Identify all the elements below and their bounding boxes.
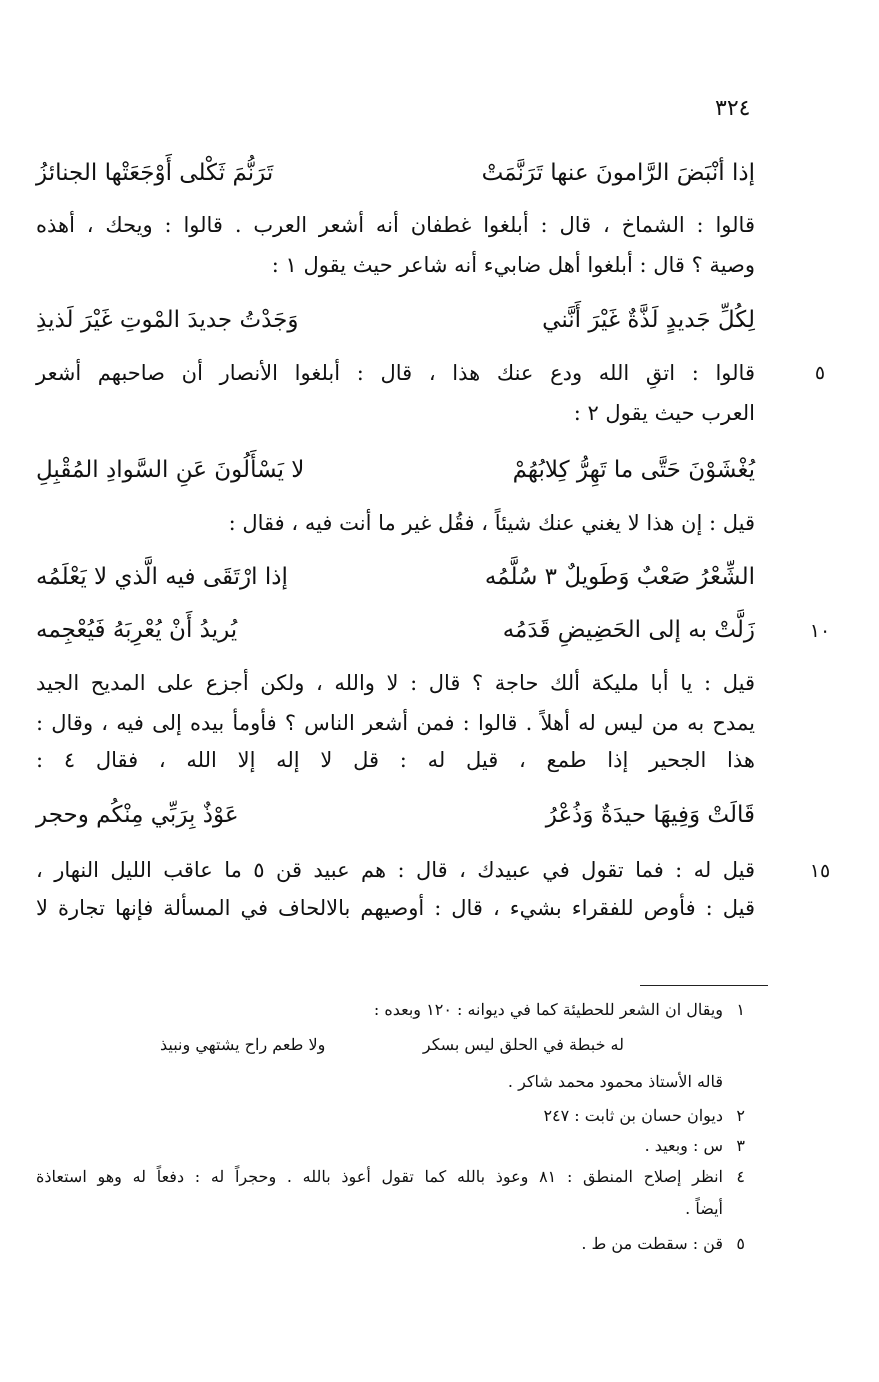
prose-line: هذا الجحير إذا طمع ، قيل له : قل لا إله إلا الله ، فقال ٤ : xyxy=(36,748,755,772)
verse-hemistich-second: تَرَنُّمَ ثَكْلى أَوْجَعَتْها الجنائزُ xyxy=(36,160,274,186)
verse-hemistich-second: إذا ارْتَقَى فيه الَّذي لا يَعْلَمُه xyxy=(36,564,288,590)
footnote-verse-first: له خبطة في الحلق ليس بسكر xyxy=(422,1035,624,1054)
footnote xyxy=(36,1070,723,1094)
verse-line xyxy=(36,800,755,832)
prose-line: العرب حيث يقول ٢ : xyxy=(573,401,755,425)
footnote-number: ٥ xyxy=(736,1234,745,1253)
verse-hemistich-second: يُريدُ أَنْ يُعْرِبَهُ فَيُعْجِمه xyxy=(36,617,238,643)
footnote-text: انظر إصلاح المنطق : ٨١ وعوذ بالله كما تقول أعوذ بالله . وحجراً له : دفعاً له وهو استعاذة xyxy=(36,1167,723,1186)
footnote xyxy=(36,1232,745,1256)
footnote-number: ٤ xyxy=(736,1167,745,1186)
footnote xyxy=(36,1104,745,1128)
prose-line: قالوا : اتقِ الله ودع عنك هذا ، قال : أبلغوا الأنصار أن صاحبهم أشعر xyxy=(36,361,755,385)
footnote xyxy=(36,1165,745,1189)
verse-line xyxy=(36,455,755,487)
footnote-text: قاله الأستاذ محمود محمد شاكر . xyxy=(507,1072,723,1091)
prose-line: قيل له : فما تقول في عبيدك ، قال : هم عبيد قن ٥ ما عاقب الليل النهار ، xyxy=(36,858,755,882)
verse-hemistich-second: لا يَسْأَلُونَ عَنِ السَّوادِ المُقْبِلِ xyxy=(36,457,305,483)
verse-hemistich-first: قَالَتْ وَفِيهَا حيدَةٌ وَذُعْرُ xyxy=(545,802,755,828)
verse-hemistich-first: الشِّعْرُ صَعْبٌ وَطَويلٌ ٣ سُلَّمُه xyxy=(484,564,755,590)
verse-hemistich-first: إذا أنْبَضَ الرَّامونَ عنها تَرَنَّمَتْ xyxy=(481,160,755,186)
footnote xyxy=(36,1197,723,1221)
prose-line: قيل : فأوص للفقراء بشيء ، قال : أوصيهم بالالحاف في المسألة فإنها تجارة لا xyxy=(36,896,755,920)
verse-line xyxy=(36,305,755,337)
page-number: ٣٢٤ xyxy=(715,96,751,121)
footnote xyxy=(36,1134,745,1158)
verse-hemistich-first: زَلَّتْ به إلى الحَضِيضِ قَدَمُه xyxy=(502,617,755,643)
footnote-separator xyxy=(640,985,768,986)
footnote-text: ويقال ان الشعر للحطيئة كما في ديوانه : ١٢٠ وبعده : xyxy=(373,1000,723,1019)
footnote-number: ١ xyxy=(736,1000,745,1019)
prose-line: وصية ؟ قال : أبلغوا أهل ضابيء أنه شاعر حيث يقول ١ : xyxy=(271,253,755,277)
verse-hemistich-second: وَجَدْتُ جديدَ المْوتِ غَيْرَ لَذيذِ xyxy=(36,307,299,333)
footnote-text: أيضاً . xyxy=(685,1199,723,1218)
line-number: ١٠ xyxy=(809,620,831,642)
line-number: ١٥ xyxy=(809,860,831,882)
verse-line xyxy=(36,562,755,594)
prose-line: قيل : إن هذا لا يغني عنك شيئاً ، فقُل غير ما أنت فيه ، فقال : xyxy=(228,511,755,535)
verse-hemistich-first: لِكُلِّ جَديدٍ لَذَّةٌ غَيْرَ أَنَّني xyxy=(542,307,755,333)
prose-line: قيل : يا أبا مليكة ألك حاجة ؟ قال : لا والله ، ولكن أجزع على المديح الجيد xyxy=(36,671,755,695)
verse-line xyxy=(36,158,755,190)
verse-hemistich-first: يُغْشَوْنَ حَتَّى ما تَهِرُّ كِلابُهُمْ xyxy=(512,457,755,483)
footnote xyxy=(36,998,745,1022)
footnote-text: ديوان حسان بن ثابت : ٢٤٧ xyxy=(543,1106,723,1125)
footnote-text: قن : سقطت من ط . xyxy=(581,1234,723,1253)
verse-line xyxy=(36,615,755,647)
prose-line: قالوا : الشماخ ، قال : أبلغوا غطفان أنه أشعر العرب . قالوا : ويحك ، أهذه xyxy=(36,213,755,237)
footnote-text: س : وبعيد . xyxy=(644,1136,723,1155)
prose-line: يمدح به من ليس له أهلاً . قالوا : فمن أشعر الناس ؟ فأومأ بيده إلى فيه ، وقال : xyxy=(36,711,755,735)
footnote-verse-second: ولا طعم راح يشتهي ونبيذ xyxy=(160,1035,326,1054)
footnote-number: ٣ xyxy=(736,1136,745,1155)
footnote-number: ٢ xyxy=(736,1106,745,1125)
line-number: ٥ xyxy=(814,362,826,384)
verse-hemistich-second: عَوْذٌ بِرَبِّي مِنْكُم وحجر xyxy=(36,802,239,828)
